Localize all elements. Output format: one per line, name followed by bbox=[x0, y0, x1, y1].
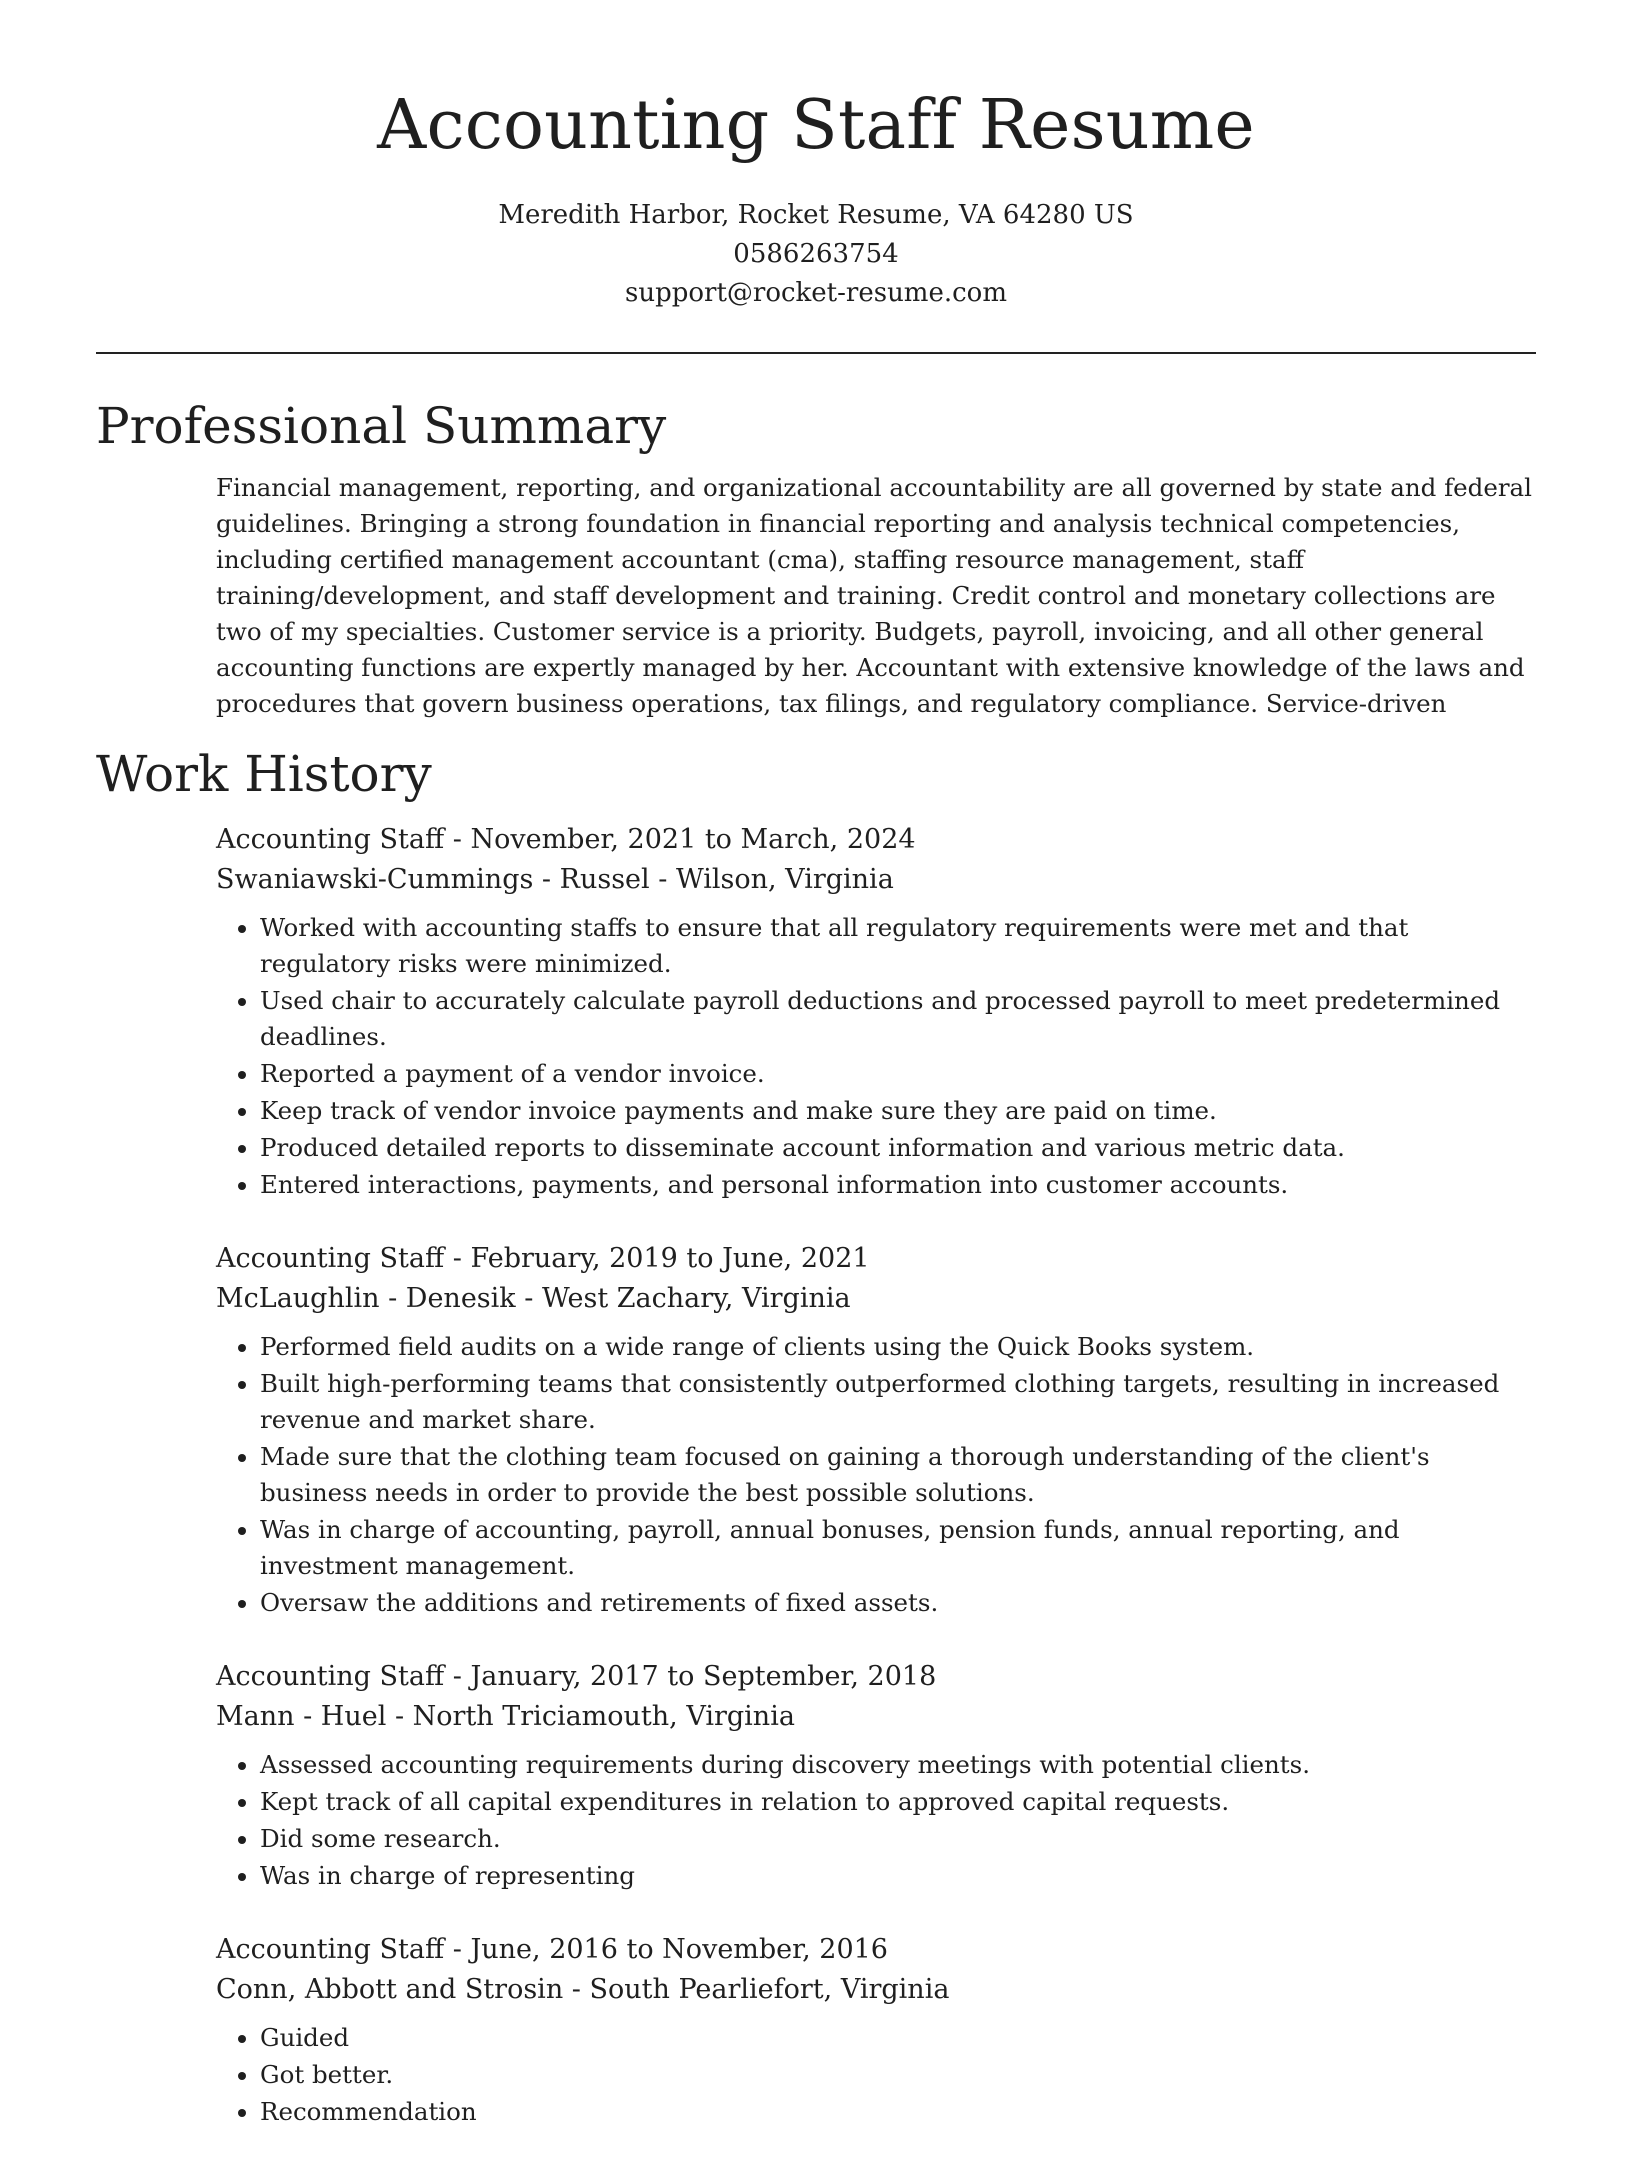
list-item: • Kept track of all capital expenditures in relation to approved capital requests. bbox=[260, 1784, 1536, 1820]
resume-header bbox=[96, 0, 1536, 313]
list-item: • Built high-performing teams that consistently outperformed clothing targets, resulting in increased revenue and market share. bbox=[260, 1366, 1536, 1438]
header-divider bbox=[96, 352, 1536, 354]
job-role: Accounting Staff bbox=[216, 1934, 445, 1965]
list-item: • Was in charge of representing bbox=[260, 1858, 1536, 1894]
job-entry bbox=[216, 1657, 1536, 1894]
job-entry bbox=[216, 1239, 1536, 1621]
work-history-heading: Work History bbox=[96, 745, 432, 803]
job-dates: June, 2016 to November, 2016 bbox=[470, 1934, 888, 1965]
list-item: • Did some research. bbox=[260, 1821, 1536, 1857]
job-dates: November, 2021 to March, 2024 bbox=[470, 824, 916, 855]
list-item: • Used chair to accurately calculate payroll deductions and processed payroll to meet predetermined deadlines. bbox=[260, 983, 1536, 1055]
address: Meredith Harbor, Rocket Resume, VA 64280 US bbox=[498, 200, 1134, 230]
contact-info bbox=[96, 196, 1536, 313]
job-bullets bbox=[216, 1747, 1536, 1894]
resume-page bbox=[96, 0, 1536, 2166]
list-item: • Entered interactions, payments, and personal information into customer accounts. bbox=[260, 1167, 1536, 1203]
job-role: Accounting Staff bbox=[216, 824, 445, 855]
work-history-list bbox=[216, 820, 1536, 2130]
job-entry bbox=[216, 1930, 1536, 2130]
list-item: • Keep track of vendor invoice payments and make sure they are paid on time. bbox=[260, 1093, 1536, 1129]
email: support@rocket-resume.com bbox=[624, 278, 1007, 308]
summary-text: Financial management, reporting, and organizational accountability are all governed by state and federal guidelines. Bringing a strong foundation in financial reporting and analysis technical competencies, including certified management accountant (cma), staffing resource management, staff training/development, and staff development and training. Credit control and monetary collections are two of my specialties. Customer service is a priority. Budgets, payroll, invoicing, and all other general accounting functions are expertly managed by her. Accountant with extensive knowledge of the laws and procedures that govern business operations, tax filings, and regulatory compliance. Service-driven bbox=[216, 473, 1532, 718]
job-role: Accounting Staff bbox=[216, 1661, 445, 1692]
job-entry bbox=[216, 820, 1536, 1203]
list-item: • Guided bbox=[260, 2020, 1536, 2056]
resume-title: Accounting Staff Resume bbox=[377, 86, 1255, 165]
job-company-line: Conn, Abbott and Strosin - South Pearliefort, Virginia bbox=[216, 1974, 950, 2005]
phone: 0586263754 bbox=[733, 239, 899, 269]
list-item: • Oversaw the additions and retirements of fixed assets. bbox=[260, 1585, 1536, 1621]
job-company-line: Mann - Huel - North Triciamouth, Virginia bbox=[216, 1701, 795, 1732]
job-bullets bbox=[216, 1329, 1536, 1621]
job-bullets bbox=[216, 910, 1536, 1203]
list-item: • Recommendation bbox=[260, 2094, 1536, 2130]
list-item: • Produced detailed reports to disseminate account information and various metric data. bbox=[260, 1130, 1536, 1166]
job-title-line: Accounting Staff - January, 2017 to September, 2018 bbox=[216, 1661, 937, 1692]
list-item: • Assessed accounting requirements during discovery meetings with potential clients. bbox=[260, 1747, 1536, 1783]
job-location: West Zachary, Virginia bbox=[541, 1283, 851, 1314]
list-item: • Performed field audits on a wide range of clients using the Quick Books system. bbox=[260, 1329, 1536, 1365]
job-location: North Triciamouth, Virginia bbox=[412, 1701, 795, 1732]
job-company: Swaniawski-Cummings - Russel bbox=[216, 864, 650, 895]
job-company-line: McLaughlin - Denesik - West Zachary, Virginia bbox=[216, 1283, 851, 1314]
job-title-line: Accounting Staff - February, 2019 to June, 2021 bbox=[216, 1243, 870, 1274]
list-item: • Was in charge of accounting, payroll, annual bonuses, pension funds, annual reporting, and investment management. bbox=[260, 1512, 1536, 1584]
job-title-line: Accounting Staff - June, 2016 to November, 2016 bbox=[216, 1934, 888, 1965]
job-role: Accounting Staff bbox=[216, 1243, 445, 1274]
job-bullets bbox=[216, 2020, 1536, 2130]
list-item: • Made sure that the clothing team focused on gaining a thorough understanding of the client's business needs in order to provide the best possible solutions. bbox=[260, 1439, 1536, 1511]
job-company-line: Swaniawski-Cummings - Russel - Wilson, Virginia bbox=[216, 864, 894, 895]
list-item: • Reported a payment of a vendor invoice. bbox=[260, 1056, 1536, 1092]
job-location: Wilson, Virginia bbox=[675, 864, 894, 895]
job-company: Mann - Huel bbox=[216, 1701, 387, 1732]
list-item: • Got better. bbox=[260, 2057, 1536, 2093]
job-dates: January, 2017 to September, 2018 bbox=[470, 1661, 937, 1692]
job-company: Conn, Abbott and Strosin bbox=[216, 1974, 564, 2005]
list-item: • Worked with accounting staffs to ensure that all regulatory requirements were met and that regulatory risks were minimized. bbox=[260, 910, 1536, 982]
job-location: South Pearliefort, Virginia bbox=[589, 1974, 950, 2005]
job-company: McLaughlin - Denesik bbox=[216, 1283, 516, 1314]
summary-heading: Professional Summary bbox=[96, 397, 667, 455]
job-title-line: Accounting Staff - November, 2021 to March, 2024 bbox=[216, 824, 916, 855]
job-dates: February, 2019 to June, 2021 bbox=[470, 1243, 870, 1274]
